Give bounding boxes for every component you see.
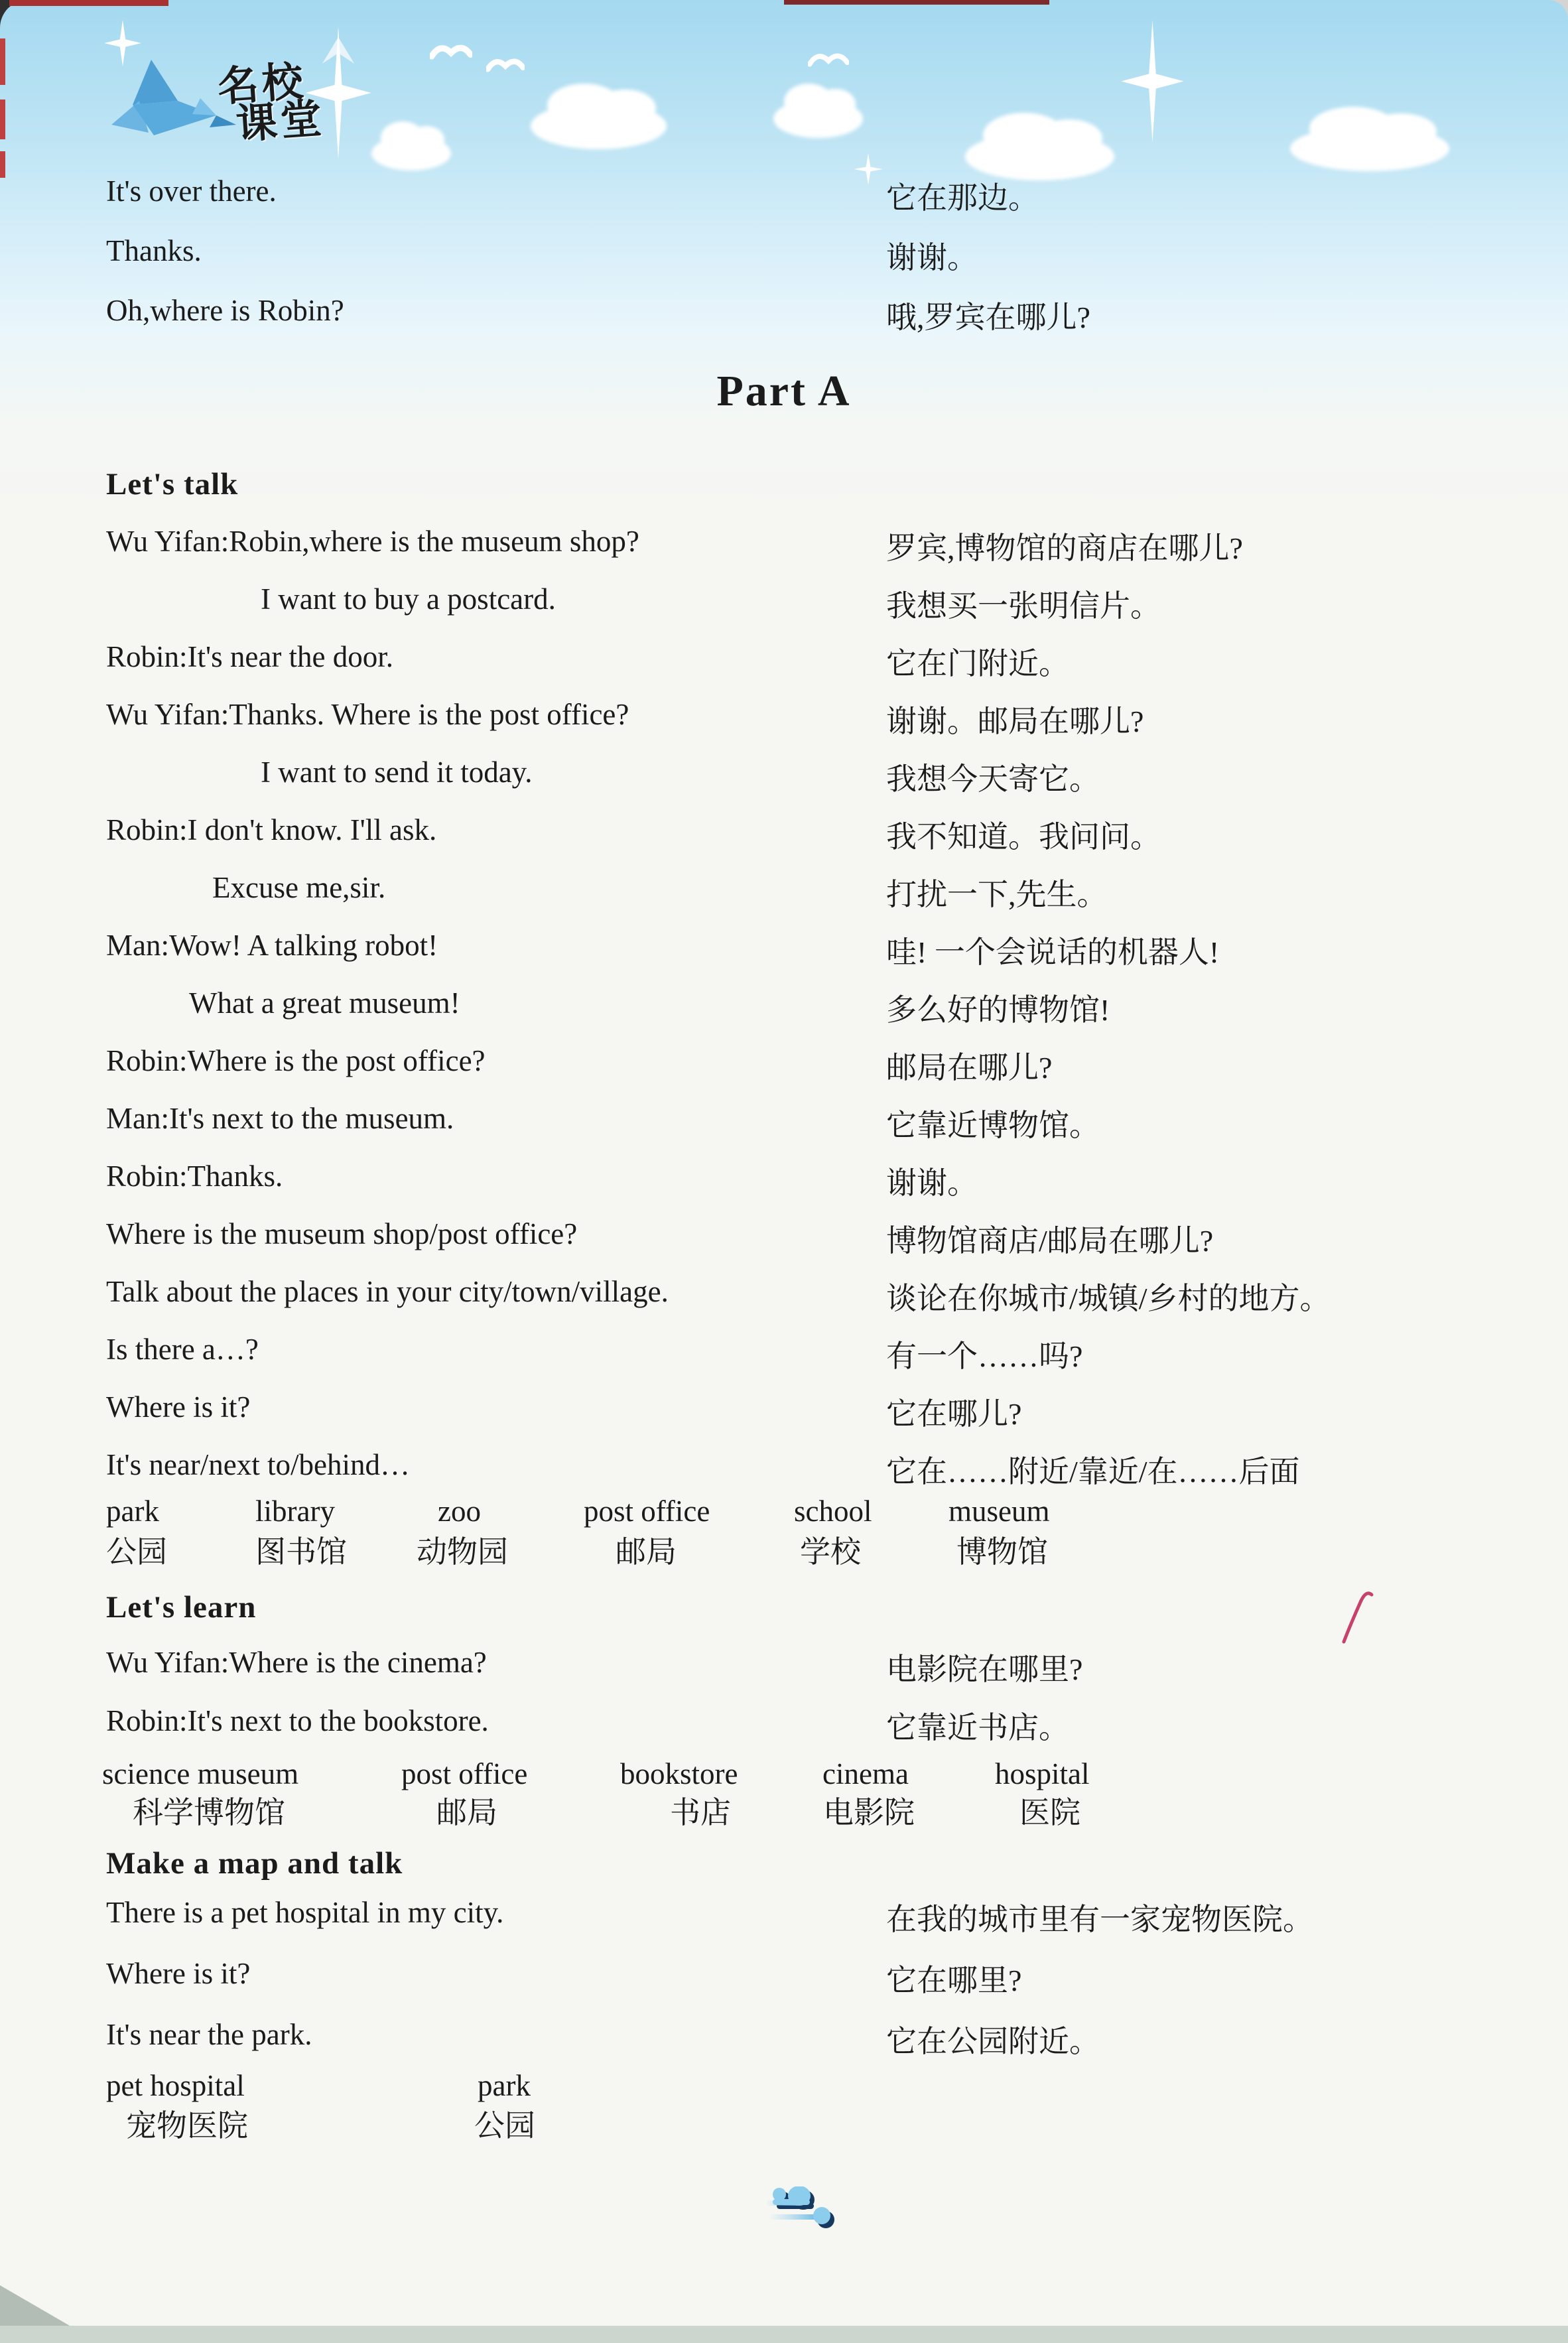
cloud	[531, 103, 667, 149]
section-heading-lets-learn: Let's learn	[106, 1590, 257, 1625]
english-text: There is a pet hospital in my city.	[106, 1896, 504, 1929]
english-text: Robin:It's next to the bookstore.	[106, 1704, 489, 1737]
chinese-text: 打扰一下,先生。	[886, 878, 1108, 911]
english-text: I want to buy a postcard.	[261, 582, 556, 616]
english-text: It's near/next to/behind…	[106, 1448, 410, 1481]
chinese-text: 它在哪儿?	[886, 1397, 1022, 1431]
vocab-word-zh: 学校	[800, 1535, 861, 1569]
vocab-word-en: school	[794, 1495, 872, 1528]
english-text: Where is the museum shop/post office?	[106, 1217, 578, 1250]
vocab-word-zh: 邮局	[436, 1796, 497, 1830]
dialogue-row	[0, 1390, 1568, 1431]
vocab-word-zh: 公园	[474, 2109, 535, 2143]
dialogue-row	[0, 1447, 1568, 1489]
vocab-word-en: park	[478, 2069, 531, 2102]
cloud	[371, 136, 451, 170]
dialogue-row	[0, 524, 1568, 565]
vocab-word-zh: 科学博物馆	[133, 1796, 285, 1830]
vocab-word-zh: 动物园	[417, 1535, 508, 1569]
scan-artifact-red-strip	[784, 0, 1049, 5]
chinese-text: 博物馆商店/邮局在哪儿?	[886, 1224, 1214, 1258]
vocab-word-en: pet hospital	[106, 2069, 245, 2102]
chinese-text: 它靠近书店。	[886, 1711, 1069, 1745]
english-text: Talk about the places in your city/town/village.	[106, 1275, 669, 1308]
cloud	[773, 100, 863, 138]
chinese-text: 多么好的博物馆!	[886, 993, 1110, 1027]
chinese-text: 谈论在你城市/城镇/乡村的地方。	[886, 1282, 1331, 1315]
dialogue-row	[0, 234, 1568, 275]
brand-text-line1: 名校	[216, 58, 308, 111]
english-text: Man:Wow! A talking robot!	[106, 929, 438, 962]
vocab-word-zh: 博物馆	[956, 1535, 1048, 1569]
vocab-word-en: zoo	[438, 1495, 481, 1528]
red-pen-mark	[1339, 1589, 1378, 1646]
english-text: Robin:Where is the post office?	[106, 1044, 486, 1077]
part-a-title: Part A	[716, 367, 852, 415]
chinese-text: 哦,罗宾在哪儿?	[886, 301, 1090, 334]
dialogue-row	[0, 755, 1568, 796]
english-text: Robin:I don't know. I'll ask.	[106, 813, 437, 846]
dialogue-row	[0, 582, 1568, 623]
english-text: Is there a…?	[106, 1333, 259, 1366]
chinese-text: 我想今天寄它。	[886, 762, 1100, 796]
chinese-text: 邮局在哪儿?	[886, 1051, 1053, 1085]
vocab-word-en: museum	[948, 1495, 1050, 1528]
chinese-text: 哇! 一个会说话的机器人!	[886, 935, 1220, 969]
english-text: Excuse me,sir.	[212, 871, 386, 904]
english-text: Wu Yifan:Where is the cinema?	[106, 1646, 487, 1679]
chinese-text: 罗宾,博物馆的商店在哪儿?	[886, 531, 1243, 565]
vocab-word-en: cinema	[822, 1757, 909, 1790]
dialogue-row	[0, 1645, 1568, 1686]
chinese-text: 它在哪里?	[886, 1964, 1022, 1997]
vocab-word-zh: 医院	[1019, 1796, 1080, 1830]
dialogue-row	[0, 1895, 1568, 1936]
chinese-text: 它在……附近/靠近/在……后面	[886, 1455, 1300, 1489]
dialogue-row	[0, 1332, 1568, 1373]
chinese-text: 它在公园附近。	[886, 2025, 1100, 2058]
vocab-word-en: post office	[401, 1757, 528, 1790]
bird-icon	[486, 54, 525, 74]
english-text: It's over there.	[106, 174, 277, 208]
english-text: What a great museum!	[189, 986, 460, 1020]
dialogue-row	[0, 1217, 1568, 1258]
vocab-word-zh: 电影院	[823, 1796, 915, 1830]
dialogue-row	[0, 1159, 1568, 1200]
dialogue-row	[0, 1274, 1568, 1315]
english-text: Wu Yifan:Robin,where is the museum shop?	[106, 525, 639, 558]
vocab-word-en: library	[255, 1495, 335, 1528]
chinese-text: 它在那边。	[886, 181, 1039, 215]
chinese-text: 谢谢。	[886, 1166, 978, 1200]
section-heading-make-a-map-and-talk: Make a map and talk	[106, 1846, 403, 1881]
vocab-word-zh: 宠物医院	[126, 2109, 248, 2143]
chinese-text: 谢谢。邮局在哪儿?	[886, 704, 1144, 738]
english-text: I want to send it today.	[261, 756, 533, 789]
section-heading-lets-talk: Let's talk	[106, 467, 239, 502]
bird-icon	[808, 48, 849, 70]
vocab-word-en: hospital	[995, 1757, 1090, 1790]
english-text: Thanks.	[106, 234, 202, 267]
dialogue-row	[0, 1704, 1568, 1745]
dialogue-row	[0, 986, 1568, 1027]
bird-icon	[430, 40, 472, 62]
chinese-text: 电影院在哪里?	[886, 1652, 1083, 1686]
brand-logo	[216, 60, 326, 147]
dialogue-row	[0, 928, 1568, 969]
scan-artifact-red-dash	[0, 100, 5, 139]
chinese-text: 它靠近博物馆。	[886, 1108, 1100, 1142]
dialogue-row	[0, 697, 1568, 738]
dialogue-row	[0, 639, 1568, 681]
english-text: Where is it?	[106, 1957, 251, 1990]
dialogue-row	[0, 1101, 1568, 1142]
vocab-word-en: park	[106, 1495, 159, 1528]
dialogue-row	[0, 813, 1568, 854]
wind-clouds-icon	[766, 2186, 852, 2241]
vocab-word-en: post office	[584, 1495, 710, 1528]
chinese-text: 我不知道。我问问。	[886, 820, 1161, 854]
chinese-text: 有一个……吗?	[886, 1339, 1083, 1373]
sparkle-icon	[1118, 20, 1187, 143]
bottom-edge-strip	[0, 2326, 1568, 2343]
vocab-word-zh: 书店	[670, 1796, 731, 1830]
vocab-word-zh: 图书馆	[255, 1535, 347, 1569]
english-text: Robin:It's near the door.	[106, 640, 394, 673]
dialogue-row	[0, 1956, 1568, 1997]
vocab-word-zh: 公园	[106, 1535, 167, 1569]
english-text: Wu Yifan:Thanks. Where is the post office?	[106, 698, 629, 731]
chinese-text: 我想买一张明信片。	[886, 589, 1161, 623]
dialogue-row	[0, 1043, 1568, 1085]
chinese-text: 谢谢。	[886, 241, 978, 275]
dialogue-row	[0, 2017, 1568, 2058]
vocab-word-en: bookstore	[620, 1757, 738, 1790]
cloud	[1290, 126, 1449, 171]
dialogue-row	[0, 870, 1568, 911]
brand-text-line2: 课堂	[234, 96, 327, 148]
english-text: Where is it?	[106, 1390, 251, 1424]
vocab-word-en: science museum	[102, 1757, 299, 1790]
chinese-text: 在我的城市里有一家宠物医院。	[886, 1903, 1313, 1936]
scan-artifact-red-dash	[0, 38, 5, 85]
dialogue-row	[0, 174, 1568, 215]
chinese-text: 它在门附近。	[886, 647, 1069, 681]
vocab-word-zh: 邮局	[616, 1535, 677, 1569]
english-text: Man:It's next to the museum.	[106, 1102, 454, 1135]
scan-artifact-red-strip	[9, 0, 168, 6]
english-text: Robin:Thanks.	[106, 1160, 283, 1193]
dialogue-row	[0, 293, 1568, 334]
english-text: Oh,where is Robin?	[106, 294, 344, 327]
english-text: It's near the park.	[106, 2018, 312, 2051]
